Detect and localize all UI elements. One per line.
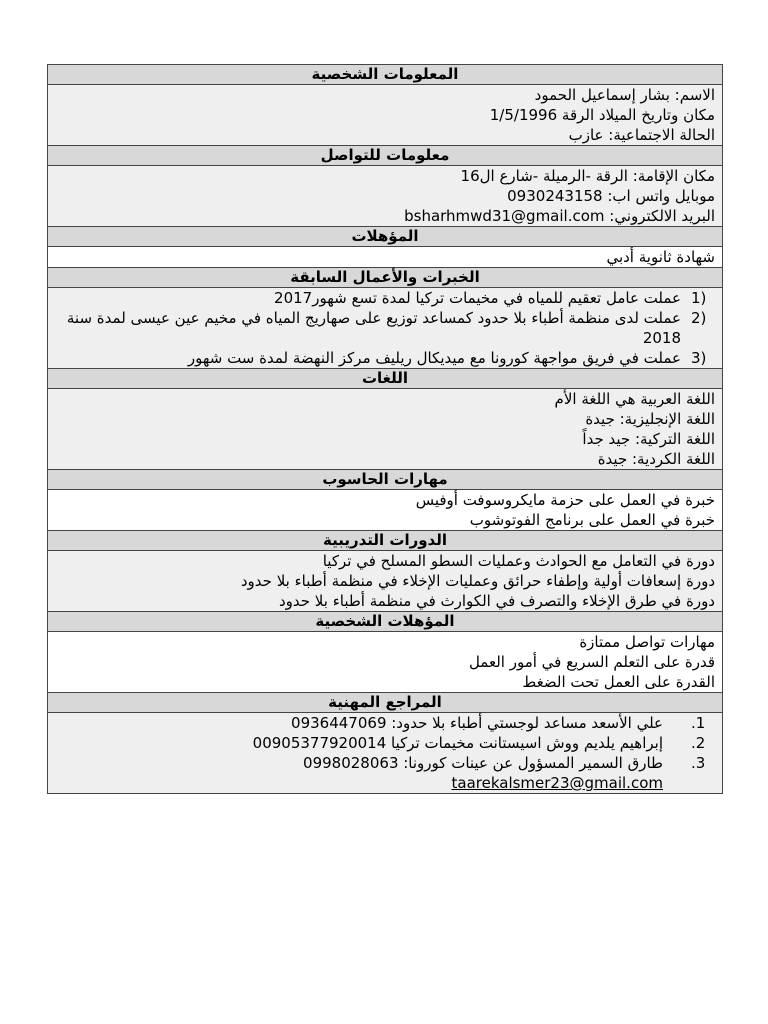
references-cell: [48, 713, 723, 794]
contact-cell: [48, 166, 723, 227]
residence-line: مكان الإقامة: الرقة -الرميلة -شارع ال16: [460, 167, 715, 185]
reference-text: طارق السمير المسؤول عن عينات كورونا: 0998028063: [303, 754, 663, 772]
cv-table: [47, 64, 723, 794]
reference-text: علي الأسعد مساعد لوجستي أطباء بلا حدود: 0936447069: [291, 714, 663, 732]
reference-email-link[interactable]: taarekalsmer23@gmail.com: [451, 774, 663, 792]
personal-skill-item: قدرة على التعلم السريع في أمور العمل: [468, 653, 715, 671]
courses-header: الدورات التدريبية: [48, 531, 723, 551]
section-header-row: [48, 693, 723, 713]
qualifications-row: [48, 247, 723, 268]
contact-row: [48, 166, 723, 227]
personal-skills-header: المؤهلات الشخصية: [48, 612, 723, 632]
references-row: [48, 713, 723, 794]
course-item: دورة في التعامل مع الحوادث وعمليات السطو المسلح في تركيا: [322, 552, 715, 570]
reference-item: [54, 733, 715, 753]
experience-text: عملت عامل تعقيم للمياه في مخيمات تركيا لمدة تسع شهور2017: [274, 289, 681, 307]
mobile-line: موبايل واتس اب: 0930243158: [507, 187, 715, 205]
experience-item: [54, 348, 715, 368]
marital-status-line: الحالة الاجتماعية: عازب: [568, 126, 715, 144]
list-number: 2): [691, 309, 707, 327]
computer-skills-header: مهارات الحاسوب: [48, 470, 723, 490]
section-header-row: [48, 369, 723, 389]
courses-row: [48, 551, 723, 612]
reference-item: [54, 753, 715, 773]
experience-cell: [48, 288, 723, 369]
language-item: اللغة التركية: جيد جداً: [582, 430, 715, 448]
experience-text: عملت في فريق مواجهة كورونا مع ميديكال ريليف مركز النهضة لمدة ست شهور: [187, 349, 681, 367]
personal-info-cell: [48, 85, 723, 146]
personal-skill-item: القدرة على العمل تحت الضغط: [522, 673, 715, 691]
reference-email-row: [54, 773, 715, 793]
section-header-row: [48, 612, 723, 632]
list-number: .1: [691, 714, 706, 732]
personal-skill-item: مهارات تواصل ممتازة: [579, 633, 715, 651]
list-number: .3: [691, 754, 706, 772]
language-item: اللغة الكردية: جيدة: [597, 450, 715, 468]
experience-item: [54, 308, 715, 348]
section-header-row: [48, 531, 723, 551]
personal-info-row: [48, 85, 723, 146]
list-number: .2: [691, 734, 706, 752]
references-header: المراجع المهنية: [48, 693, 723, 713]
computer-skills-cell: [48, 490, 723, 531]
section-header-row: [48, 65, 723, 85]
list-number: 3): [691, 349, 707, 367]
name-line: الاسم: بشار إسماعيل الحمود: [534, 86, 715, 104]
qualifications-cell: [48, 247, 723, 268]
qualification-item: شهادة ثانوية أدبي: [606, 248, 715, 266]
experience-row: [48, 288, 723, 369]
experience-text: عملت لدى منظمة أطباء بلا حدود كمساعد توزيع على صهاريج المياه في مخيم عين عيسى لمدة سنة 2018: [66, 309, 681, 347]
languages-cell: [48, 389, 723, 470]
birth-line: مكان وتاريخ الميلاد الرقة 1/5/1996: [489, 106, 715, 124]
experience-item: [54, 288, 715, 308]
personal-info-header: المعلومات الشخصية: [48, 65, 723, 85]
language-item: اللغة الإنجليزية: جيدة: [585, 410, 715, 428]
courses-cell: [48, 551, 723, 612]
computer-skills-row: [48, 490, 723, 531]
contact-header: معلومات للتواصل: [48, 146, 723, 166]
section-header-row: [48, 470, 723, 490]
personal-skills-row: [48, 632, 723, 693]
experience-header: الخبرات والأعمال السابقة: [48, 268, 723, 288]
reference-item: [54, 713, 715, 733]
section-header-row: [48, 146, 723, 166]
personal-skills-cell: [48, 632, 723, 693]
section-header-row: [48, 227, 723, 247]
qualifications-header: المؤهلات: [48, 227, 723, 247]
email-line: البريد الالكتروني: bsharhmwd31@gmail.com: [404, 207, 715, 225]
reference-text: إبراهيم يلديم ووش اسيستانت مخيمات تركيا 00905377920014: [252, 734, 663, 752]
list-number: 1): [691, 289, 707, 307]
languages-header: اللغات: [48, 369, 723, 389]
languages-row: [48, 389, 723, 470]
computer-skill-item: خبرة في العمل على برنامج الفوتوشوب: [469, 511, 715, 529]
language-item: اللغة العربية هي اللغة الأم: [554, 390, 715, 408]
course-item: دورة إسعافات أولية وإطفاء حرائق وعمليات الإخلاء في منظمة أطباء بلا حدود: [240, 572, 715, 590]
course-item: دورة في طرق الإخلاء والتصرف في الكوارث في منظمة أطباء بلا حدود: [278, 592, 715, 610]
section-header-row: [48, 268, 723, 288]
computer-skill-item: خبرة في العمل على حزمة مايكروسوفت أوفيس: [415, 491, 715, 509]
